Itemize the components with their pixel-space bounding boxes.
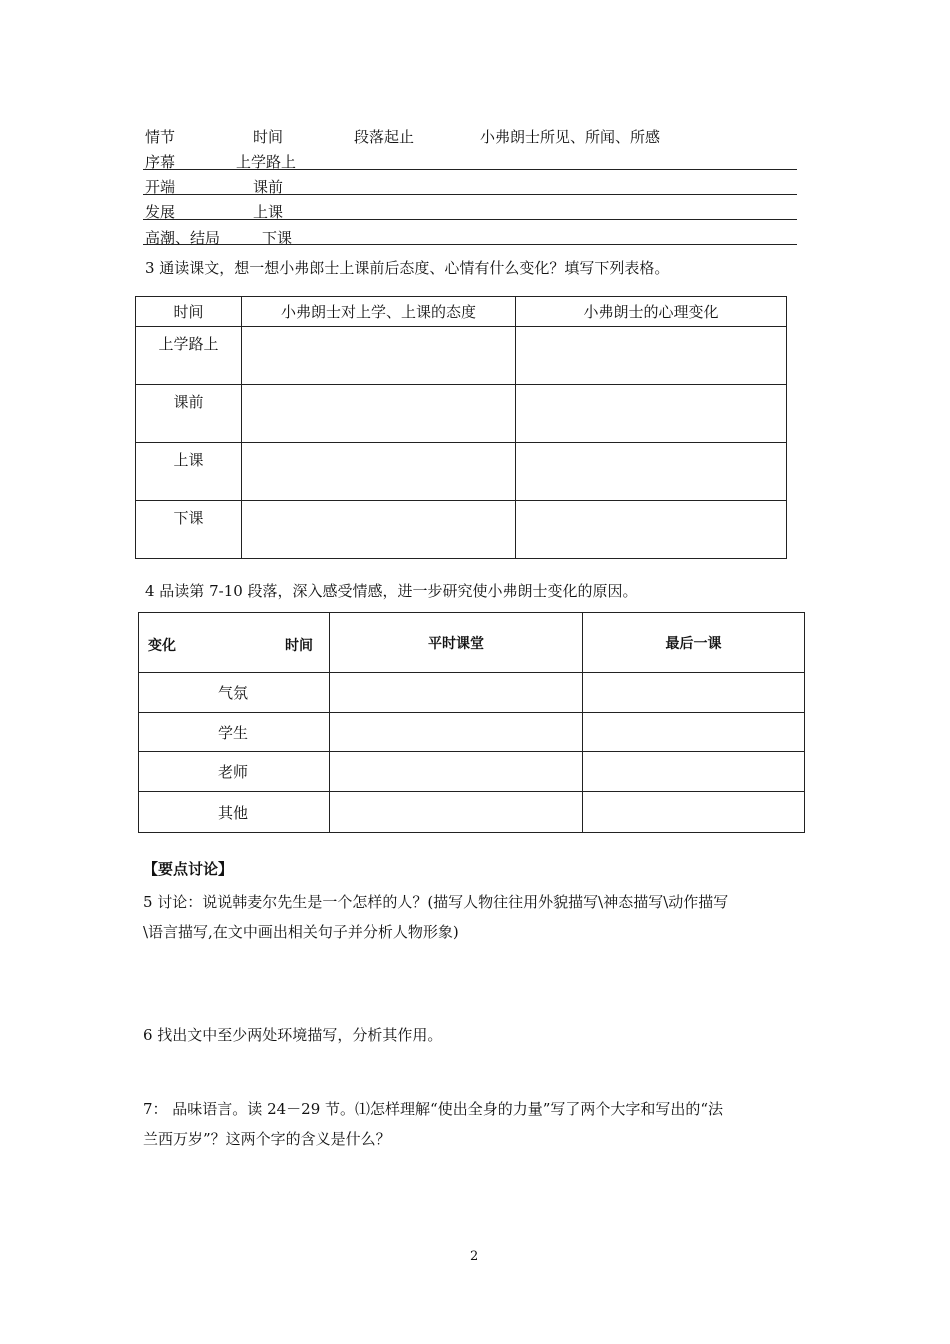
cause-cell[interactable] <box>583 752 805 792</box>
cause-header-last: 最后一课 <box>583 613 805 673</box>
question-5-line-1: 5 讨论：说说韩麦尔先生是一个怎样的人？(描写人物往往用外貌描写\神态描写\动作描写 <box>143 893 729 911</box>
plot-header-time: 时间 <box>253 128 284 146</box>
plot-row-line <box>143 244 797 245</box>
plot-row-time: 课前 <box>253 178 284 196</box>
attitude-cell[interactable] <box>242 443 516 501</box>
cause-corner-change: 变化 <box>148 638 176 654</box>
attitude-cell[interactable] <box>516 327 787 385</box>
plot-row-time: 下课 <box>262 229 293 247</box>
question-5-line-2: \语言描写,在文中画出相关句子并分析人物形象) <box>143 923 459 941</box>
question-7 <box>143 1094 823 1154</box>
section-title: 【要点讨论】 <box>143 860 234 878</box>
attitude-row-label: 课前 <box>136 385 242 443</box>
cause-table <box>138 612 805 833</box>
cause-row-label: 气氛 <box>139 673 330 713</box>
plot-row-stage: 开端 <box>145 178 176 196</box>
cause-cell[interactable] <box>583 713 805 752</box>
plot-header-observations: 小弗朗士所见、所闻、所感 <box>480 128 661 146</box>
cause-row-label: 其他 <box>139 792 330 833</box>
question-7-line-2: 兰西万岁”？这两个字的含义是什么？ <box>143 1130 391 1148</box>
attitude-header-attitude: 小弗朗士对上学、上课的态度 <box>242 297 516 327</box>
cause-cell[interactable] <box>583 673 805 713</box>
attitude-header-psychology: 小弗朗士的心理变化 <box>516 297 787 327</box>
plot-row-time: 上学路上 <box>236 153 297 171</box>
cause-row-label: 学生 <box>139 713 330 752</box>
cause-cell[interactable] <box>583 792 805 833</box>
cause-corner-header <box>139 613 330 673</box>
cause-row-label: 老师 <box>139 752 330 792</box>
attitude-table <box>135 296 787 559</box>
attitude-cell[interactable] <box>242 385 516 443</box>
plot-row-stage: 发展 <box>145 203 176 221</box>
attitude-cell[interactable] <box>516 385 787 443</box>
attitude-cell[interactable] <box>242 327 516 385</box>
cause-header-normal: 平时课堂 <box>330 613 583 673</box>
plot-row-line <box>143 169 797 170</box>
question-6-text: 6 找出文中至少两处环境描写，分析其作用。 <box>143 1026 443 1044</box>
cause-cell[interactable] <box>330 752 583 792</box>
question-4-text: 4 品读第 7-10 段落，深入感受情感，进一步研究使小弗朗士变化的原因。 <box>145 582 638 600</box>
plot-header-stage: 情节 <box>145 128 176 146</box>
attitude-row-label: 下课 <box>136 501 242 559</box>
attitude-row-label: 上学路上 <box>136 327 242 385</box>
plot-row-stage: 高潮、结局 <box>145 229 221 247</box>
attitude-row-label: 上课 <box>136 443 242 501</box>
plot-header-paragraphs: 段落起止 <box>354 128 415 146</box>
plot-row-stage: 序幕 <box>145 153 176 171</box>
attitude-cell[interactable] <box>516 443 787 501</box>
plot-row-line <box>143 219 797 220</box>
cause-cell[interactable] <box>330 792 583 833</box>
cause-corner-time: 时间 <box>285 638 313 654</box>
cause-cell[interactable] <box>330 673 583 713</box>
question-3-text: 3 通读课文，想一想小弗郎士上课前后态度、心情有什么变化？填写下列表格。 <box>145 259 670 277</box>
plot-row-time: 上课 <box>253 203 284 221</box>
plot-row-line <box>143 194 797 195</box>
page-number: 2 <box>470 1249 479 1264</box>
attitude-header-time: 时间 <box>136 297 242 327</box>
question-7-line-1: 7： 品味语言。读 24－29 节。⑴怎样理解“使出全身的力量”写了两个大字和写出的“法 <box>143 1100 724 1118</box>
question-5 <box>143 887 823 947</box>
attitude-cell[interactable] <box>242 501 516 559</box>
attitude-cell[interactable] <box>516 501 787 559</box>
cause-cell[interactable] <box>330 713 583 752</box>
